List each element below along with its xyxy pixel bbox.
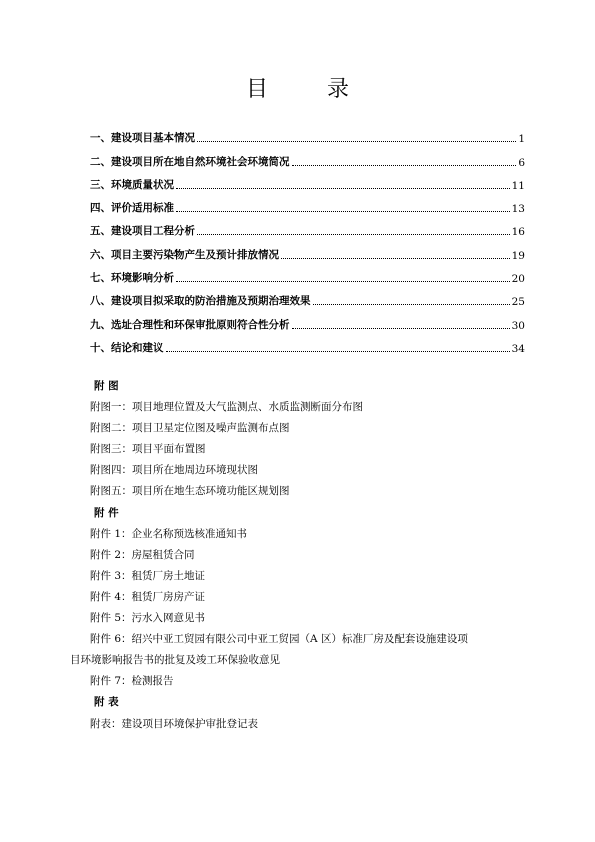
toc-entry-label: 四、评价适用标准 [90, 202, 174, 215]
toc-leader-dots [176, 210, 510, 212]
toc-entry-label: 十、结论和建议 [90, 341, 164, 354]
toc-entry[interactable] [90, 169, 525, 192]
toc-entry-label: 七、环境影响分析 [90, 272, 174, 285]
toc-entry[interactable] [90, 285, 525, 308]
figure-item: 附图五：项目所在地生态环境功能区规划图 [90, 485, 290, 498]
attachment-item: 附件 2：房屋租赁合同 [90, 548, 195, 561]
toc-entry-page: 30 [511, 319, 525, 332]
toc-entry-label: 二、建设项目所在地自然环境社会环境简况 [90, 155, 290, 168]
toc-entry-page: 11 [511, 179, 525, 192]
figure-item: 附图一：项目地理位置及大气监测点、水质监测断面分布图 [90, 401, 363, 414]
toc-leader-dots [176, 187, 510, 189]
table-item: 附表：建设项目环境保护审批登记表 [90, 717, 258, 730]
attachment-item: 附件 5：污水入网意见书 [90, 612, 206, 625]
figure-item: 附图二：项目卫星定位图及噪声监测布点图 [90, 422, 290, 435]
toc-entry-page: 6 [518, 156, 525, 169]
attachment-item: 附件 3：租赁厂房土地证 [90, 569, 206, 582]
toc-entry[interactable] [90, 238, 525, 261]
toc-entry-page: 16 [511, 226, 525, 239]
toc-entry-label: 三、环境质量状况 [90, 178, 174, 191]
attachment-item: 附件 7：检测报告 [90, 675, 174, 688]
toc-entry[interactable] [90, 262, 525, 285]
toc-leader-dots [166, 350, 510, 352]
toc-entry-page: 20 [511, 273, 525, 286]
attachment-item: 附件 1：企业名称预选核准通知书 [90, 527, 248, 540]
appendix-list [70, 376, 525, 735]
toc-entry-label: 九、选址合理性和环保审批原则符合性分析 [90, 318, 290, 331]
toc-leader-dots [292, 327, 510, 329]
toc-entry-label: 一、建设项目基本情况 [90, 132, 195, 145]
page-title: 目 录 [246, 77, 375, 102]
toc-entry[interactable] [90, 308, 525, 331]
toc-entry-page: 1 [518, 133, 525, 146]
toc-entry-label: 五、建设项目工程分析 [90, 225, 195, 238]
toc-entry-label: 六、项目主要污染物产生及预计排放情况 [90, 248, 279, 261]
attachment-item-6: 附件 6：绍兴中亚工贸园有限公司中亚工贸园（A 区）标准厂房及配套设施建设项 [90, 633, 468, 646]
figure-item: 附图四：项目所在地周边环境现状图 [90, 464, 258, 477]
toc-entry-label: 八、建设项目拟采取的防治措施及预期治理效果 [90, 295, 311, 308]
tables-heading: 附 表 [94, 696, 119, 709]
toc-leader-dots [197, 140, 516, 142]
attachment-item: 附件 4：租赁厂房房产证 [90, 590, 206, 603]
toc-leader-dots [281, 257, 510, 259]
toc-entry[interactable] [90, 192, 525, 215]
toc-entry[interactable] [90, 145, 525, 168]
attachments-heading: 附 件 [94, 506, 119, 519]
toc-entry-page: 25 [511, 296, 525, 309]
toc-entry-page: 13 [511, 203, 525, 216]
figures-heading: 附 图 [94, 380, 119, 392]
toc-leader-dots [176, 280, 510, 282]
figure-item: 附图三：项目平面布置图 [90, 443, 206, 456]
toc-leader-dots [292, 164, 517, 166]
toc-leader-dots [197, 233, 510, 235]
table-of-contents [90, 122, 525, 355]
toc-entry[interactable] [90, 215, 525, 238]
toc-entry[interactable] [90, 332, 525, 355]
toc-entry[interactable] [90, 122, 525, 145]
toc-leader-dots [313, 303, 510, 305]
toc-entry-page: 19 [511, 249, 525, 262]
attachment-item-6-continuation: 目环境影响报告书的批复及竣工环保验收意见 [70, 654, 280, 667]
toc-entry-page: 34 [511, 342, 525, 355]
